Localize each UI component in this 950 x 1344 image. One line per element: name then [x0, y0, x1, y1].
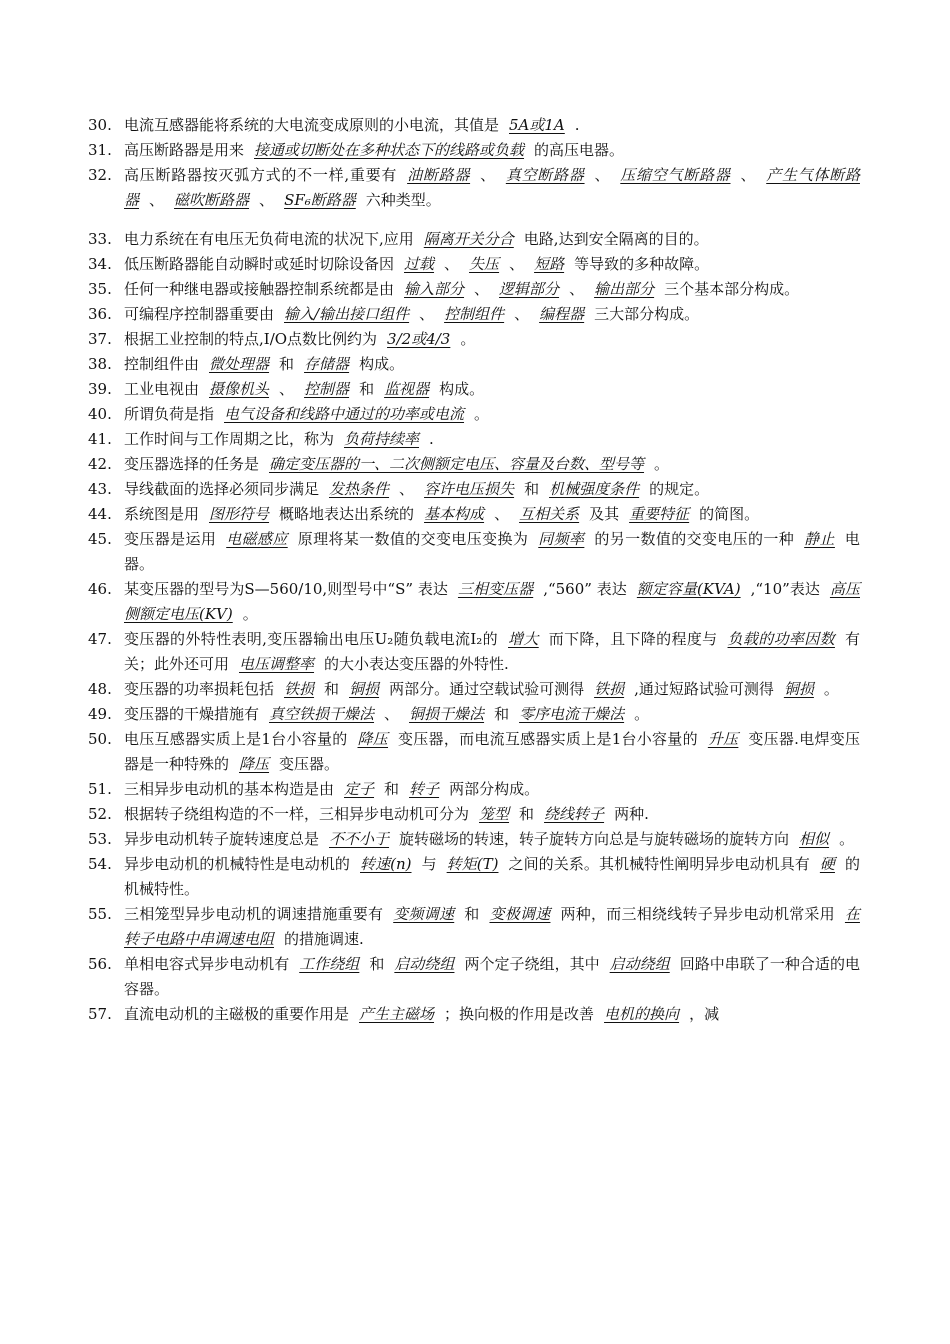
- text-segment: .: [574, 116, 580, 134]
- text-segment: 、: [419, 305, 435, 323]
- item-text: [124, 827, 860, 852]
- text-segment: ,“560” 表达: [543, 580, 627, 598]
- text-segment: 和: [524, 480, 540, 498]
- text-segment: 可编程序控制器重要由: [124, 305, 275, 323]
- answer-blank: 笼型: [479, 805, 510, 823]
- answer-blank: 铁损: [284, 680, 315, 698]
- item-number: 42.: [88, 455, 112, 473]
- answer-blank: 产生气体断路器: [124, 166, 860, 209]
- text-segment: 的高压电器。: [534, 141, 625, 159]
- text-segment: 和: [519, 805, 535, 823]
- answer-blank: 变极调速: [489, 905, 551, 923]
- text-segment: 变压器选择的任务是: [124, 455, 260, 473]
- item-text: [124, 852, 860, 902]
- list-item: [88, 327, 860, 352]
- answer-blank: 零序电流干燥法: [519, 705, 625, 723]
- answer-blank: 输入/输出接口组件: [284, 305, 410, 323]
- text-segment: 构成。: [439, 380, 485, 398]
- item-text: [124, 302, 860, 327]
- text-segment: 电器。: [124, 530, 860, 573]
- text-segment: 和: [279, 355, 295, 373]
- item-text: [124, 163, 860, 213]
- list-item: [88, 138, 860, 163]
- text-segment: 三大部分构成。: [594, 305, 700, 323]
- text-segment: 、: [149, 191, 165, 209]
- text-segment: 。: [839, 830, 855, 848]
- item-text: [124, 527, 860, 577]
- answer-blank: 基本构成: [424, 505, 485, 523]
- text-segment: 两部分。通过空载试验可测得: [389, 680, 585, 698]
- text-segment: 和: [359, 380, 375, 398]
- list-item: [88, 352, 860, 377]
- answer-blank: 静止: [804, 530, 835, 548]
- answer-blank: 不不小于: [329, 830, 390, 848]
- text-segment: 与: [421, 855, 437, 873]
- answer-blank: 3/2或4/3: [387, 330, 451, 348]
- text-segment: 及其: [589, 505, 620, 523]
- text-segment: 工作时间与工作周期之比，称为: [124, 430, 335, 448]
- text-segment: 有关；此外还可用: [124, 630, 860, 673]
- text-segment: 。: [654, 455, 670, 473]
- item-number: 53.: [88, 830, 112, 848]
- text-segment: 电流互感器能将系统的大电流变成原则的小电流，其值是: [124, 116, 500, 134]
- text-segment: 任何一种继电器或接触器控制系统都是由: [124, 280, 395, 298]
- list-item: [88, 252, 860, 277]
- text-segment: 、: [509, 255, 525, 273]
- item-text: [124, 252, 860, 277]
- item-text: [124, 677, 860, 702]
- text-segment: 、: [480, 166, 496, 184]
- answer-blank: 高压侧额定电压(KV): [124, 580, 860, 623]
- answer-blank: 启动绕组: [394, 955, 455, 973]
- text-segment: 所谓负荷是指: [124, 405, 215, 423]
- text-segment: 变压器.电焊变压器是一种特殊的: [124, 730, 860, 773]
- answer-blank: 电磁感应: [226, 530, 288, 548]
- text-segment: 两种，而三相绕线转子异步电动机常采用: [560, 905, 835, 923]
- text-segment: 两种.: [614, 805, 649, 823]
- text-segment: 的措施调速.: [284, 930, 364, 948]
- answer-blank: 三相变压器: [457, 580, 534, 598]
- item-number: 34.: [88, 255, 112, 273]
- text-segment: 和: [369, 955, 385, 973]
- answer-blank: 发热条件: [329, 480, 390, 498]
- item-number: 52.: [88, 805, 112, 823]
- item-text: [124, 113, 860, 138]
- item-text: [124, 477, 860, 502]
- answer-blank: 电气设备和线路中通过的功率或电流: [224, 405, 465, 423]
- text-segment: 某变压器的型号为S—560/10,则型号中“S” 表达: [124, 580, 448, 598]
- item-number: 36.: [88, 305, 112, 323]
- text-segment: 旋转磁场的转速，转子旋转方向总是与旋转磁场的旋转方向: [399, 830, 790, 848]
- answer-blank: 转速(n): [360, 855, 412, 873]
- text-segment: 、: [494, 505, 510, 523]
- text-segment: 和: [384, 780, 400, 798]
- answer-blank: 相似: [799, 830, 830, 848]
- item-text: [124, 702, 860, 727]
- text-segment: 变压器的外特性表明,变压器输出电压U₂随负载电流I₂的: [124, 630, 499, 648]
- list-item: [88, 477, 860, 502]
- answer-blank: 电机的换向: [604, 1005, 680, 1023]
- list-item: [88, 227, 860, 252]
- answer-blank: 升压: [707, 730, 739, 748]
- list-item: [88, 302, 860, 327]
- item-number: 56.: [88, 955, 112, 973]
- text-segment: 控制组件由: [124, 355, 200, 373]
- text-segment: 电路,达到安全隔离的目的。: [523, 230, 709, 248]
- answer-blank: 接通或切断处在多种状态下的线路或负载: [254, 141, 525, 159]
- text-segment: 原理将某一数值的交变电压变换为: [297, 530, 529, 548]
- answer-blank: 存储器: [304, 355, 350, 373]
- answer-blank: 真空断路器: [505, 166, 585, 184]
- answer-blank: 微处理器: [209, 355, 270, 373]
- text-segment: 。: [823, 680, 839, 698]
- text-segment: ,通过短路试验可测得: [634, 680, 774, 698]
- list-item: [88, 777, 860, 802]
- answer-blank: 定子: [344, 780, 375, 798]
- answer-blank: 控制组件: [444, 305, 505, 323]
- answer-blank: 图形符号: [209, 505, 270, 523]
- text-segment: 的另一数值的交变电压的一种: [594, 530, 795, 548]
- answer-blank: 真空铁损干燥法: [269, 705, 375, 723]
- text-segment: 概略地表达出系统的: [279, 505, 415, 523]
- text-segment: 三相笼型异步电动机的调速措施重要有: [124, 905, 384, 923]
- text-segment: 高压断路器是用来: [124, 141, 245, 159]
- list-item: [88, 952, 860, 1002]
- text-segment: 。: [242, 605, 258, 623]
- answer-blank: 摄像机头: [209, 380, 270, 398]
- text-segment: 等导致的多种故障。: [574, 255, 710, 273]
- list-item: [88, 452, 860, 477]
- answer-blank: 工作绕组: [299, 955, 360, 973]
- text-segment: 和: [494, 705, 510, 723]
- answer-blank: 容许电压损失: [424, 480, 515, 498]
- answer-blank: 产生主磁场: [359, 1005, 435, 1023]
- question-list: [88, 113, 860, 1027]
- list-item: [88, 802, 860, 827]
- item-text: [124, 627, 860, 677]
- text-segment: 和: [324, 680, 340, 698]
- item-number: 31.: [88, 141, 112, 159]
- text-segment: .: [429, 430, 434, 448]
- item-text: [124, 1002, 860, 1027]
- answer-blank: 负载的功率因数: [727, 630, 835, 648]
- item-number: 57.: [88, 1005, 112, 1023]
- item-text: [124, 902, 860, 952]
- answer-blank: 机械强度条件: [549, 480, 640, 498]
- text-segment: 、: [279, 380, 295, 398]
- text-segment: 、: [740, 166, 757, 184]
- item-number: 35.: [88, 280, 112, 298]
- list-item: [88, 727, 860, 777]
- list-item: [88, 402, 860, 427]
- answer-blank: 短路: [534, 255, 565, 273]
- answer-blank: 监视器: [384, 380, 430, 398]
- list-item: [88, 852, 860, 902]
- answer-blank: 编程器: [539, 305, 585, 323]
- answer-blank: 降压: [239, 755, 270, 773]
- text-segment: 导线截面的选择必须同步满足: [124, 480, 320, 498]
- text-segment: ；换向极的作用是改善: [444, 1005, 595, 1023]
- answer-blank: 转子: [409, 780, 440, 798]
- text-segment: 三个基本部分构成。: [664, 280, 800, 298]
- answer-blank: 绕线转子: [544, 805, 605, 823]
- list-item: [88, 163, 860, 213]
- item-text: [124, 802, 860, 827]
- item-number: 38.: [88, 355, 112, 373]
- answer-blank: 控制器: [304, 380, 350, 398]
- item-number: 50.: [88, 730, 112, 748]
- item-text: [124, 277, 860, 302]
- item-text: [124, 138, 860, 163]
- text-segment: 、: [384, 705, 400, 723]
- answer-blank: 启动绕组: [609, 955, 670, 973]
- text-segment: 而下降，且下降的程度与: [548, 630, 718, 648]
- item-number: 39.: [88, 380, 112, 398]
- text-segment: 、: [594, 166, 611, 184]
- item-number: 33.: [88, 230, 112, 248]
- item-number: 44.: [88, 505, 112, 523]
- item-number: 40.: [88, 405, 112, 423]
- answer-blank: 互相关系: [519, 505, 580, 523]
- list-item: [88, 677, 860, 702]
- answer-blank: 重要特征: [629, 505, 690, 523]
- answer-blank: 硬: [819, 855, 835, 873]
- text-segment: 、: [474, 280, 490, 298]
- item-text: [124, 727, 860, 777]
- answer-blank: 在转子电路中串调速电阻: [124, 905, 860, 948]
- text-segment: 根据转子绕组构造的不一样，三相异步电动机可分为: [124, 805, 470, 823]
- text-segment: 两个定子绕组，其中: [464, 955, 600, 973]
- text-segment: 变压器。: [279, 755, 340, 773]
- list-item: [88, 113, 860, 138]
- text-segment: ,“10”表达: [750, 580, 820, 598]
- item-text: [124, 777, 860, 802]
- text-segment: 。: [474, 405, 490, 423]
- text-segment: 两部分构成。: [449, 780, 540, 798]
- text-segment: ，减: [689, 1005, 720, 1023]
- answer-blank: 电压调整率: [239, 655, 315, 673]
- item-text: [124, 502, 860, 527]
- item-number: 49.: [88, 705, 112, 723]
- item-number: 45.: [88, 530, 112, 548]
- text-segment: 直流电动机的主磁极的重要作用是: [124, 1005, 350, 1023]
- answer-blank: 磁吹断路器: [174, 191, 250, 209]
- answer-blank: 降压: [357, 730, 389, 748]
- answer-blank: 确定变压器的一、二次侧额定电压、容量及台数、型号等: [269, 455, 645, 473]
- text-segment: 工业电视由: [124, 380, 200, 398]
- text-segment: 的机械特性。: [124, 855, 860, 898]
- text-segment: 、: [569, 280, 585, 298]
- text-segment: 变压器是运用: [124, 530, 217, 548]
- list-item: [88, 427, 860, 452]
- answer-blank: 输入部分: [404, 280, 465, 298]
- answer-blank: 隔离开关分合: [423, 230, 514, 248]
- item-number: 43.: [88, 480, 112, 498]
- answer-blank: 铁损: [594, 680, 625, 698]
- text-segment: 变压器，而电流互感器实质上是1台小容量的: [398, 730, 698, 748]
- text-segment: 异步电动机转子旋转速度总是: [124, 830, 320, 848]
- text-segment: 电压互感器实质上是1台小容量的: [124, 730, 348, 748]
- item-number: 48.: [88, 680, 112, 698]
- text-segment: 根据工业控制的特点,I/O点数比例约为: [124, 330, 378, 348]
- list-item: [88, 577, 860, 627]
- text-segment: 。: [460, 330, 476, 348]
- item-text: [124, 427, 860, 452]
- list-item: [88, 502, 860, 527]
- answer-blank: 5A或1A: [509, 116, 565, 134]
- text-segment: 三相异步电动机的基本构造是由: [124, 780, 335, 798]
- text-segment: 。: [634, 705, 650, 723]
- answer-blank: 变频调速: [393, 905, 455, 923]
- text-segment: 系统图是用: [124, 505, 200, 523]
- answer-blank: 压缩空气断路器: [620, 166, 731, 184]
- text-segment: 的规定。: [649, 480, 710, 498]
- item-text: [124, 327, 860, 352]
- text-segment: 低压断路器能自动瞬时或延时切除设备因: [124, 255, 395, 273]
- item-number: 32.: [88, 166, 112, 184]
- text-segment: 六种类型。: [365, 191, 441, 209]
- list-item: [88, 627, 860, 677]
- item-number: 30.: [88, 116, 112, 134]
- text-segment: 和: [464, 905, 480, 923]
- text-segment: 变压器的功率损耗包括: [124, 680, 275, 698]
- answer-blank: SF₆断路器: [284, 191, 356, 209]
- text-segment: 、: [444, 255, 460, 273]
- item-text: [124, 452, 860, 477]
- text-segment: 电力系统在有电压无负荷电流的状况下,应用: [124, 230, 414, 248]
- text-segment: 回路中串联了一种合适的电容器。: [124, 955, 860, 998]
- text-segment: 单相电容式异步电动机有: [124, 955, 290, 973]
- answer-blank: 铜损: [349, 680, 380, 698]
- text-segment: 、: [514, 305, 530, 323]
- item-text: [124, 377, 860, 402]
- list-item: [88, 527, 860, 577]
- answer-blank: 油断路器: [407, 166, 471, 184]
- answer-blank: 铜损: [783, 680, 814, 698]
- text-segment: 、: [399, 480, 415, 498]
- answer-blank: 铜损干燥法: [409, 705, 485, 723]
- answer-blank: 负荷持续率: [344, 430, 420, 448]
- text-segment: 之间的关系。其机械特性阐明异步电动机具有: [508, 855, 810, 873]
- text-segment: 高压断路器按灭弧方式的不一样,重要有: [124, 166, 398, 184]
- text-segment: 、: [259, 191, 275, 209]
- item-text: [124, 402, 860, 427]
- item-number: 47.: [88, 630, 112, 648]
- text-segment: 的简图。: [699, 505, 760, 523]
- list-item: [88, 827, 860, 852]
- list-item: [88, 1002, 860, 1027]
- list-item: [88, 277, 860, 302]
- item-number: 54.: [88, 855, 112, 873]
- text-segment: 异步电动机的机械特性是电动机的: [124, 855, 350, 873]
- list-item: [88, 902, 860, 952]
- answer-blank: 额定容量(KVA): [636, 580, 741, 598]
- answer-blank: 过载: [404, 255, 435, 273]
- item-number: 46.: [88, 580, 112, 598]
- item-number: 55.: [88, 905, 112, 923]
- item-text: [124, 952, 860, 1002]
- item-number: 41.: [88, 430, 112, 448]
- text-segment: 变压器的干燥措施有: [124, 705, 260, 723]
- answer-blank: 同频率: [538, 530, 585, 548]
- answer-blank: 失压: [469, 255, 500, 273]
- item-number: 51.: [88, 780, 112, 798]
- item-text: [124, 227, 860, 252]
- answer-blank: 逻辑部分: [499, 280, 560, 298]
- item-text: [124, 352, 860, 377]
- item-number: 37.: [88, 330, 112, 348]
- text-segment: 的大小表达变压器的外特性.: [324, 655, 509, 673]
- list-item: [88, 377, 860, 402]
- answer-blank: 输出部分: [594, 280, 655, 298]
- text-segment: 构成。: [359, 355, 405, 373]
- list-item: [88, 702, 860, 727]
- answer-blank: 转矩(T): [446, 855, 499, 873]
- item-text: [124, 577, 860, 627]
- answer-blank: 增大: [508, 630, 539, 648]
